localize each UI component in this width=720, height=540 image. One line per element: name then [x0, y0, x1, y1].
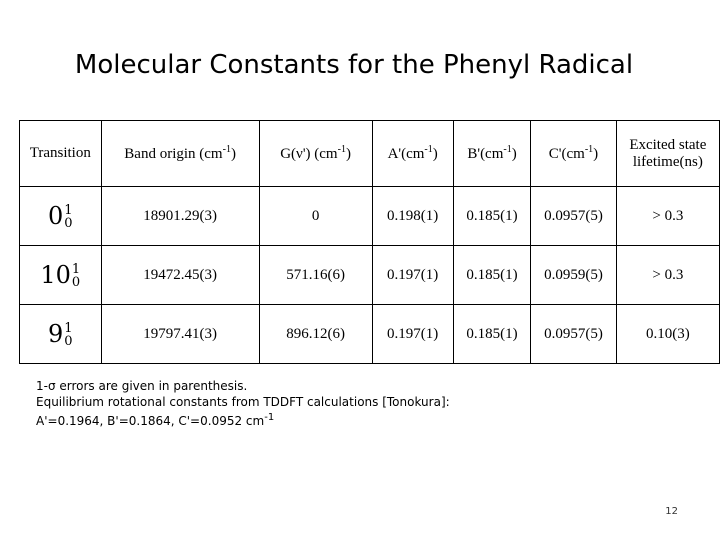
a-cell: 0.198(1) [372, 187, 453, 246]
header-g-nu: G(ν') $(cm^{-1})$ [259, 121, 372, 187]
table-row [20, 187, 720, 246]
a-cell: 0.197(1) [372, 305, 453, 364]
b-cell: 0.185(1) [453, 246, 530, 305]
table-row [20, 246, 720, 305]
c-cell: 0.0957(5) [531, 305, 616, 364]
band-origin-cell: 19472.45(3) [101, 246, 259, 305]
table-row [20, 305, 720, 364]
b-cell: 0.185(1) [453, 305, 530, 364]
lifetime-cell: 0.10(3) [616, 305, 719, 364]
transition-cell: 10 1 0 [20, 246, 102, 305]
constants-table-wrapper [19, 120, 720, 364]
c-cell: 0.0957(5) [531, 187, 616, 246]
footnote-errors: 1-σ errors are given in parenthesis. [36, 379, 248, 393]
a-cell: 0.197(1) [372, 246, 453, 305]
page-number: 12 [665, 506, 678, 517]
band-origin-cell: 19797.41(3) [101, 305, 259, 364]
footnote-source: Equilibrium rotational constants from TDDFT calculations [Tonokura]: [36, 395, 450, 409]
slide-title: Molecular Constants for the Phenyl Radical [74, 50, 634, 80]
header-band-origin: Band origin $(cm^{-1})$ [101, 121, 259, 187]
header-a: $A'(cm^{-1})$ [372, 121, 453, 187]
constants-table [19, 120, 720, 364]
header-b: $B'(cm^{-1})$ [453, 121, 530, 187]
g-nu-cell: 896.12(6) [259, 305, 372, 364]
header-lifetime: Excited state lifetime(ns) [616, 121, 719, 187]
footnote-constants: A'=0.1964, B'=0.1864, C'=0.0952 $cm^{-1}$ [36, 412, 275, 428]
header-c: $C'(cm^{-1})$ [531, 121, 616, 187]
lifetime-cell: > 0.3 [616, 187, 719, 246]
lifetime-cell: > 0.3 [616, 246, 719, 305]
transition-cell: 0 1 0 [20, 187, 102, 246]
header-row [20, 121, 720, 187]
g-nu-cell: 571.16(6) [259, 246, 372, 305]
band-origin-cell: 18901.29(3) [101, 187, 259, 246]
c-cell: 0.0959(5) [531, 246, 616, 305]
b-cell: 0.185(1) [453, 187, 530, 246]
footnotes [36, 378, 450, 429]
transition-cell: 9 1 0 [20, 305, 102, 364]
g-nu-cell: 0 [259, 187, 372, 246]
header-transition: Transition [20, 121, 102, 187]
